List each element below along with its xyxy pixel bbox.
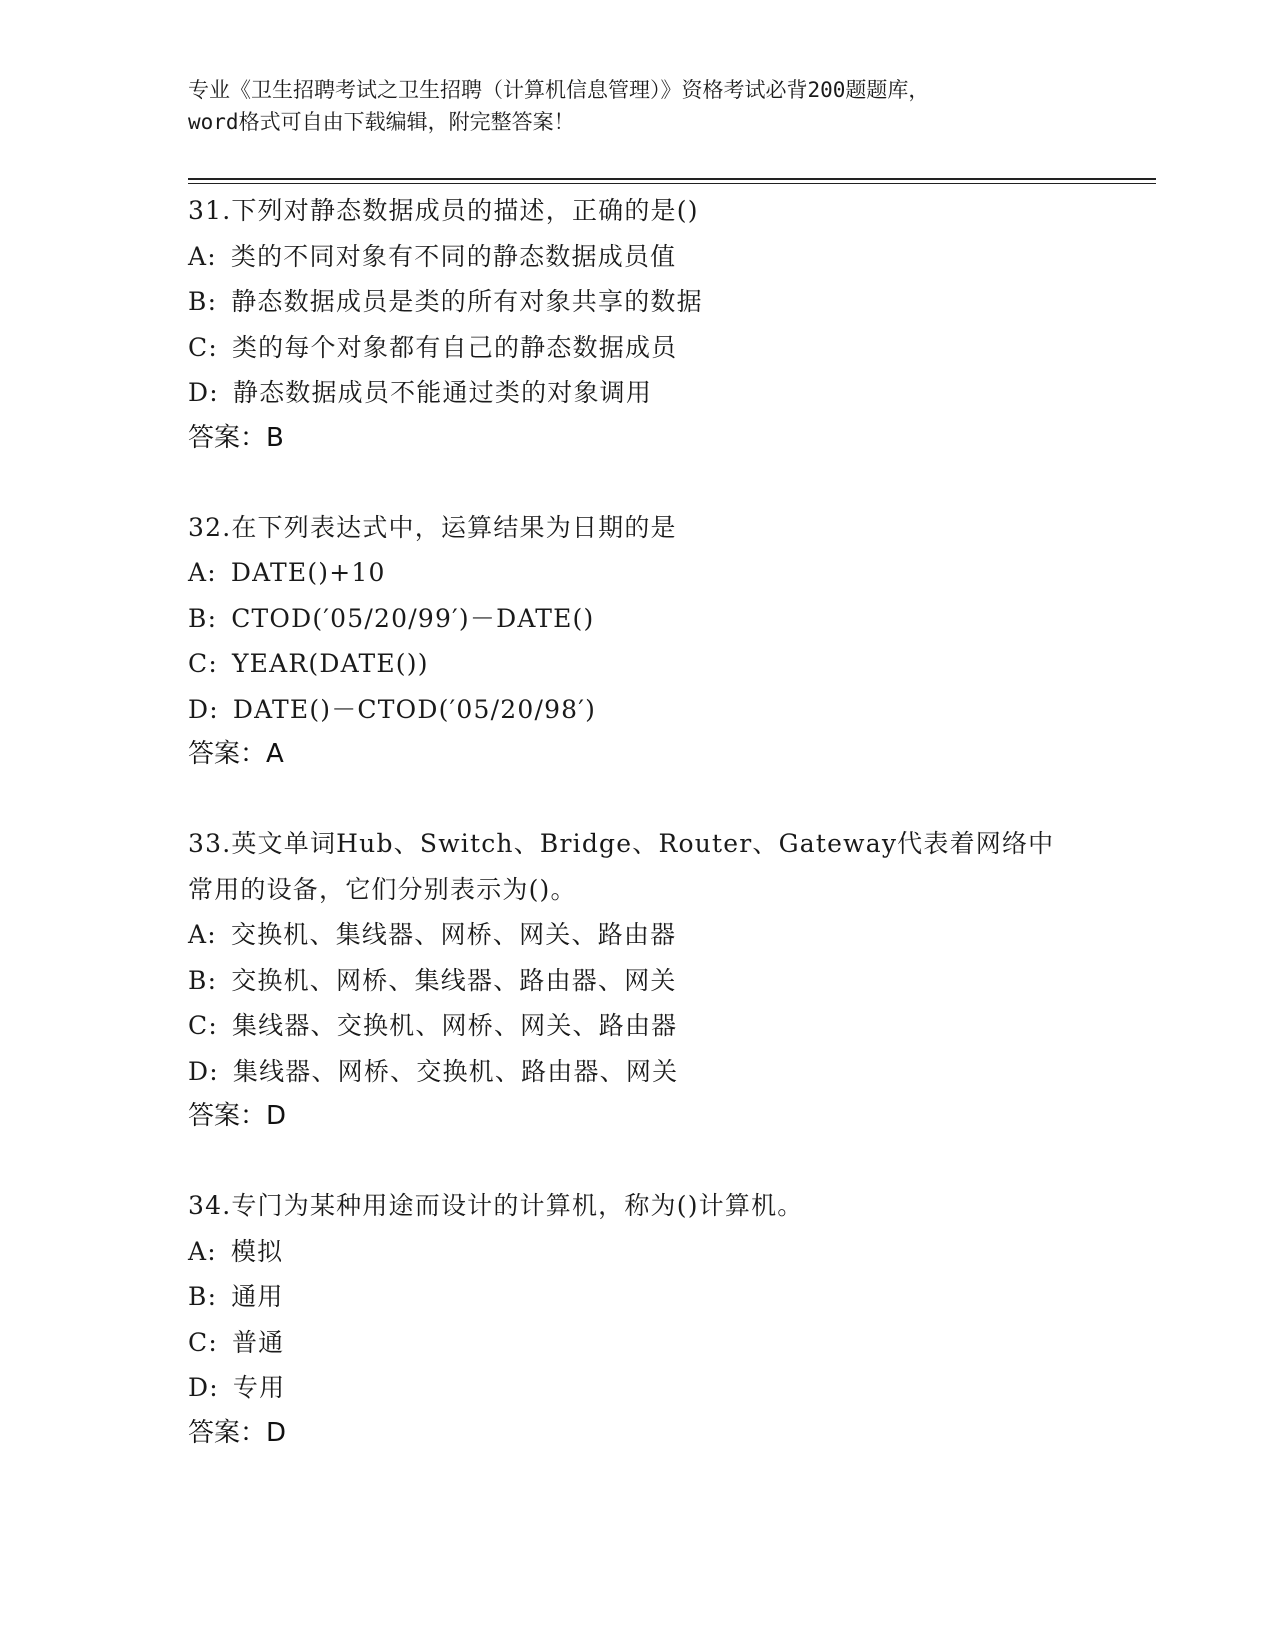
option-text: 通用 [231,1282,284,1311]
option-d [188,687,1088,733]
option-letter: B: [188,1282,218,1311]
option-text: DATE()+10 [230,558,386,587]
question-list [188,188,1088,1500]
option-text: 类的每个对象都有自己的静态数据成员 [231,332,678,362]
option-text: CTOD(′05/20/99′)－DATE() [231,603,595,633]
option-d [188,1365,1088,1411]
option-letter: C: [188,649,218,678]
option-text: YEAR(DATE()) [231,649,429,678]
option-text: 模拟 [230,1236,284,1266]
option-c [188,1003,1088,1049]
option-a [188,550,1088,596]
answer-line: 答案：D [188,1417,287,1448]
document-header [188,74,1088,138]
option-text: 集线器、交换机、网桥、网关、路由器 [231,1011,678,1040]
option-c [188,641,1088,687]
option-b [188,1274,1088,1320]
option-text: 交换机、集线器、网桥、网关、路由器 [230,920,677,949]
option-b [188,958,1088,1004]
option-a [188,912,1088,958]
option-text: 集线器、网桥、交换机、路由器、网关 [232,1056,679,1086]
answer-line: 答案：D [188,1101,287,1131]
option-text: 专用 [232,1373,286,1402]
question-34 [188,1183,1088,1456]
option-text: 普通 [231,1327,285,1357]
option-letter: C: [188,1011,218,1040]
option-letter: C: [188,332,218,362]
option-a [188,1229,1088,1275]
option-a [188,234,1088,280]
option-letter: A: [188,241,217,271]
option-letter: B: [188,965,218,995]
question-33 [188,821,1088,1139]
option-d [188,1049,1088,1095]
option-b [188,596,1088,642]
option-letter: D: [188,378,219,407]
question-32 [188,505,1088,778]
header-divider-thick [188,178,1156,180]
option-letter: A: [188,920,217,949]
header-divider-thin [188,183,1156,184]
question-stem: 31.下列对静态数据成员的描述，正确的是() [188,196,699,225]
question-stem: 32.在下列表达式中，运算结果为日期的是 [188,512,677,542]
option-letter: B: [188,603,218,633]
option-letter: C: [188,1327,218,1357]
option-letter: D: [188,694,219,724]
option-text: DATE()－CTOD(′05/20/98′) [232,694,597,724]
option-text: 交换机、网桥、集线器、路由器、网关 [231,965,677,995]
question-31 [188,188,1088,461]
option-letter: D: [188,1056,219,1086]
option-letter: A: [188,558,217,587]
option-c [188,1320,1088,1366]
option-letter: B: [188,287,218,316]
header-line-2: word格式可自由下载编辑，附完整答案！ [188,110,575,134]
option-text: 静态数据成员不能通过类的对象调用 [232,378,653,407]
question-stem: 34.专门为某种用途而设计的计算机，称为()计算机。 [188,1191,804,1220]
option-b [188,279,1088,325]
question-stem-line-1: 33.英文单词Hub、Switch、Bridge、Router、Gateway代表着网络中 [188,829,1055,858]
answer-line: 答案：B [188,422,284,453]
option-text: 静态数据成员是类的所有对象共享的数据 [231,287,703,316]
answer-line: 答案：A [188,739,284,769]
option-letter: D: [188,1373,219,1402]
option-letter: A: [188,1236,217,1266]
question-stem-line-2: 常用的设备，它们分别表示为()。 [188,874,577,904]
option-c [188,325,1088,371]
header-line-1: 专业《卫生招聘考试之卫生招聘（计算机信息管理）》资格考试必背200题题库， [188,78,930,102]
option-text: 类的不同对象有不同的静态数据成员值 [230,241,677,271]
option-d [188,370,1088,416]
